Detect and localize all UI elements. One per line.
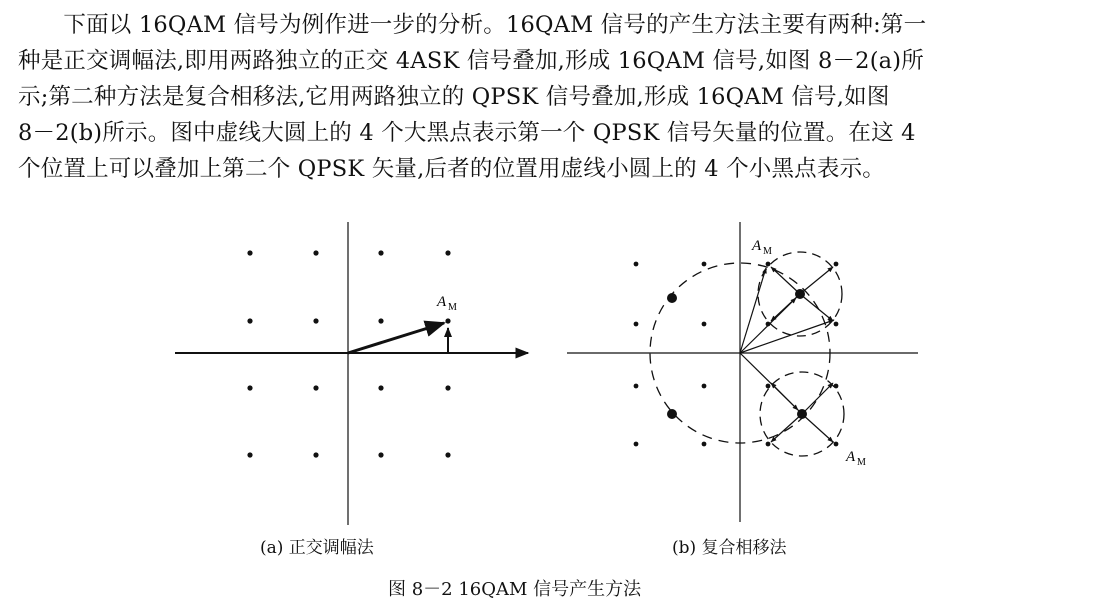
panel-b-vector-label-top-sub: M (763, 246, 772, 257)
paragraph-line: 下面以 16QAM 信号为例作进一步的分析。16QAM 信号的产生方法主要有两种:第一 (18, 12, 927, 38)
panel-a-resultant-vector (348, 323, 444, 353)
panel-b-vector-label-top: A (752, 238, 762, 254)
panel-a-caption: (a) 正交调幅法 (260, 538, 374, 558)
panel-b-caption: (b) 复合相移法 (672, 538, 787, 558)
figure-caption: 图 8－2 16QAM 信号产生方法 (388, 579, 642, 600)
panel-a-vector-label-sub: M (448, 302, 457, 313)
panel-a-vector-label: A (437, 294, 447, 310)
panel-b-vector-label-bottom: A (846, 449, 856, 465)
panel-a-constellation (175, 222, 528, 525)
paragraph-line: 示;第二种方法是复合相移法,它用两路独立的 QPSK 信号叠加,形成 16QAM 信号,如图 (18, 84, 890, 110)
paragraph-line: 种是正交调幅法,即用两路独立的正交 4ASK 信号叠加,形成 16QAM 信号,如图 8－2(a)所 (18, 48, 924, 74)
panel-b-vectors (740, 267, 834, 442)
paragraph-line: 个位置上可以叠加上第二个 QPSK 矢量,后者的位置用虚线小圆上的 4 个小黑点表示。 (18, 156, 885, 182)
paragraph-line: 8－2(b)所示。图中虚线大圆上的 4 个大黑点表示第一个 QPSK 信号矢量的位置。在这 4 (18, 120, 916, 146)
panel-b-constellation (567, 222, 918, 522)
panel-b-vector-label-bottom-sub: M (857, 457, 866, 468)
